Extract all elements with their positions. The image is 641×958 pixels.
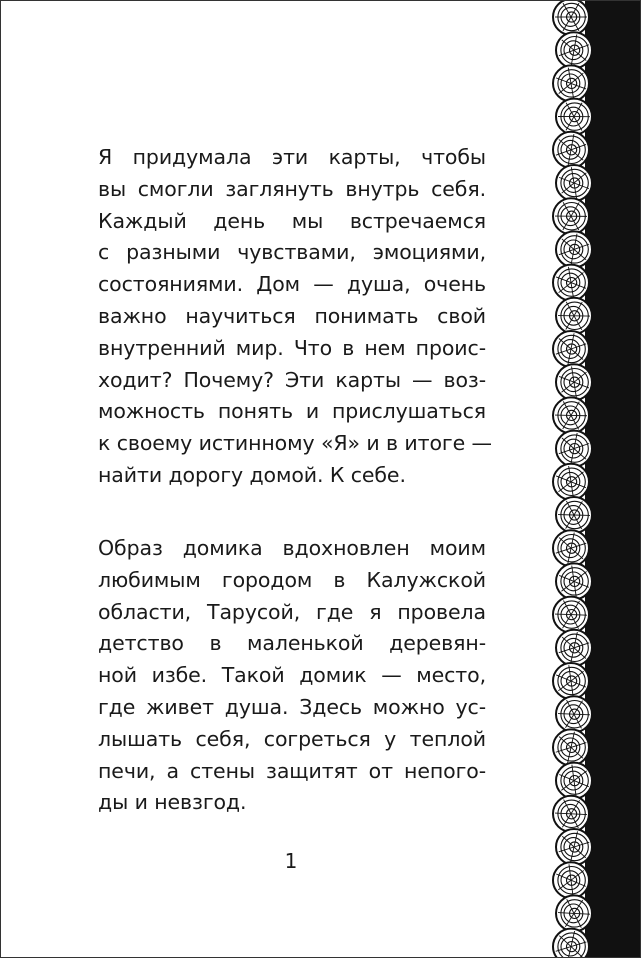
log-end-icon: [553, 530, 589, 566]
text-line: к своему истинному «Я» и в итоге —: [98, 431, 492, 456]
text-line: области, Тарусой, где я провела: [98, 599, 486, 624]
text-line: состояниями. Дом — душа, очень: [98, 272, 486, 297]
log-end-icon: [553, 198, 589, 234]
log-end-icon: [556, 165, 592, 201]
text-line: Я придумала эти карты, чтобы: [98, 145, 486, 169]
log-wall-border-illustration: [525, 1, 640, 958]
log-end-icon: [556, 298, 592, 334]
text-line: печи, а стены защитят от непого-: [98, 758, 486, 783]
text-line: важно научиться понимать свой: [98, 303, 486, 328]
dark-border-band: [585, 1, 640, 958]
log-end-icon: [556, 364, 592, 400]
log-end-icon: [556, 696, 592, 732]
log-end-icon: [556, 829, 592, 865]
text-line: любимым городом в Калужской: [98, 567, 486, 592]
log-end-icon: [553, 929, 589, 958]
log-end-icon: [553, 397, 589, 433]
log-end-icon: [553, 597, 589, 633]
log-end-icon: [553, 132, 589, 168]
text-line: детство в маленькой деревян-: [98, 631, 486, 656]
text-line: лышать себя, согреться у теплой: [98, 726, 486, 751]
log-end-icon: [553, 265, 589, 301]
log-end-icon: [553, 464, 589, 500]
text-line: ходит? Почему? Эти карты — воз-: [98, 367, 486, 392]
log-end-icon: [556, 431, 592, 467]
text-line: Образ домика вдохновлен моим: [98, 536, 486, 560]
page-number: 1: [284, 849, 298, 873]
log-end-icon: [553, 862, 589, 898]
log-end-icon: [556, 563, 592, 599]
log-end-icon: [553, 663, 589, 699]
log-end-icon: [553, 65, 589, 101]
log-end-icon: [553, 796, 589, 832]
text-line: вы смогли заглянуть внутрь себя.: [98, 176, 486, 201]
text-line: внутренний мир. Что в нем проис-: [98, 335, 486, 360]
log-end-icon: [556, 231, 592, 267]
log-end-icon: [556, 763, 592, 799]
log-end-icon: [556, 895, 592, 931]
log-ends-column: [553, 1, 592, 958]
log-end-icon: [556, 497, 592, 533]
log-end-icon: [556, 99, 592, 135]
text-line: ной избе. Такой домик — место,: [98, 663, 486, 688]
log-end-icon: [553, 729, 589, 765]
text-line: Каждый день мы встречаемся: [98, 208, 486, 233]
log-end-icon: [556, 32, 592, 68]
paragraph-intro: [98, 142, 492, 492]
log-end-icon: [553, 1, 589, 35]
paragraph-house: [98, 533, 486, 819]
log-end-icon: [556, 630, 592, 666]
text-line: можность понять и прислушаться: [98, 399, 486, 424]
log-end-icon: [553, 331, 589, 367]
text-line: с разными чувствами, эмоциями,: [98, 240, 486, 265]
text-line: где живет душа. Здесь можно ус-: [98, 694, 486, 719]
text-line-last: найти дорогу домой. К себе.: [98, 462, 406, 487]
text-line-last: ды и невзгод.: [98, 790, 247, 815]
